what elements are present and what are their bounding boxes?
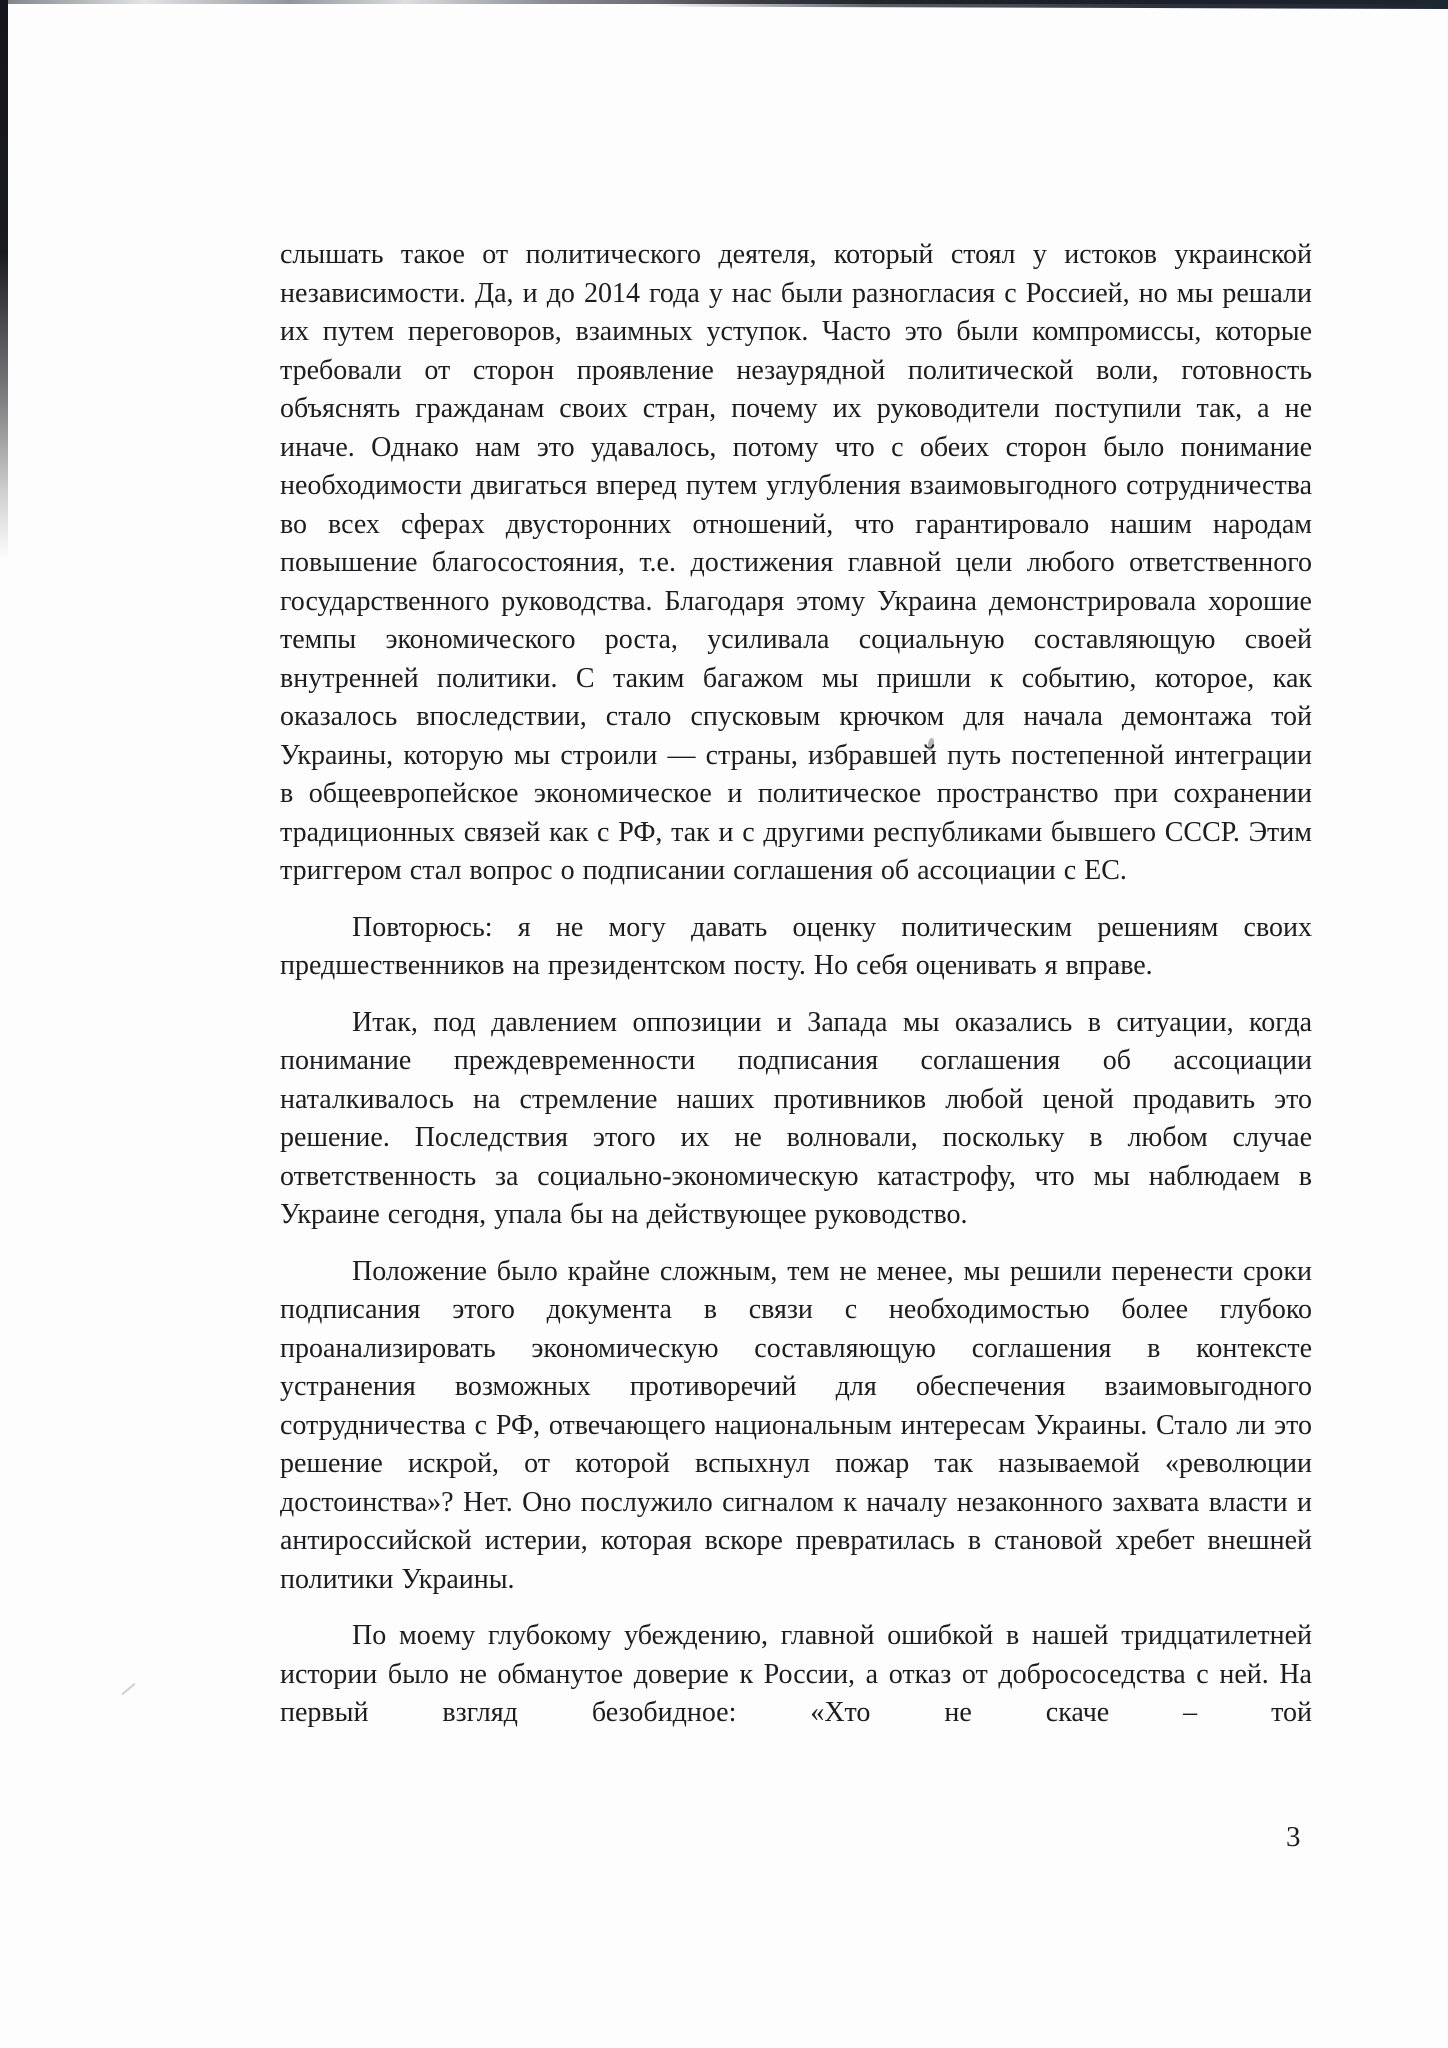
page-number: 3 [1286,1821,1301,1853]
scan-speck [121,1683,135,1695]
paragraph-5: По моему глубокому убеждению, главной ошибкой в нашей тридцатилетней истории было не обманутое доверие к России, а отказ от добрососедства с ней. На первый взгляд безобидное: «Хто не скаче – той [280,1620,1312,1728]
paragraph-1: слышать такое от политического деятеля, который стоял у истоков украинской независимости. Да, и до 2014 года у нас были разногласия с Россией, но мы решали их путем переговоров, взаимных уступок. Часто это были компромиссы, которые требовали от сторон проявление незаурядной политической воли, готовность объяснять гражданам своих стран, почему их руководители поступили так, а не иначе. Однако нам это удавалось, потому что с обеих сторон было понимание необходимости двигаться вперед путем углубления взаимовыгодного сотрудничества во всех сферах двусторонних отношений, что гарантировало нашим народам повышение благосостояния, т.е. достижения главной цели любого ответственного государственного руководства. Благодаря этому Украина демонстрировала хорошие темпы экономического роста, усиливала социальную составляющую своей внутренней политики. С таким багажом мы пришли к событию, которое, как оказалось впоследствии, стало спусковым крючком для начала демонтажа той Украины, которую мы строили — страны, избравшей путь постепенной интеграции в общеевропейское экономическое и политическое пространство при сохранении традиционных связей как с РФ, так и с другими республиками бывшего СССР. Этим триггером стал вопрос о подписании соглашения об ассоциации с ЕС. [280,239,1312,886]
scan-edge-top-right [652,0,1448,9]
document-text-block [280,236,1312,1733]
paragraph-3: Итак, под давлением оппозиции и Запада мы оказались в ситуации, когда понимание преждевременности подписания соглашения об ассоциации наталкивалось на стремление наших противников любой ценой продавить это решение. Последствия этого их не волновали, поскольку в любом случае ответственность за социально-экономическую катастрофу, что мы наблюдаем в Украине сегодня, упала бы на действующее руководство. [280,1006,1312,1230]
paragraph-2: Повторюсь: я не могу давать оценку политическим решениям своих предшественников на президентском посту. Но себя оценивать я вправе. [280,911,1312,981]
paragraph-4: Положение было крайне сложным, тем не менее, мы решили перенести сроки подписания этого документа в связи с необходимостью более глубоко проанализировать экономическую составляющую соглашения в контексте устранения возможных противоречий для обеспечения взаимовыгодного сотрудничества с РФ, отвечающего национальным интересам Украины. Стало ли это решение искрой, от которой вспыхнул пожар так называемой «революции достоинства»? Нет. Оно послужило сигналом к началу незаконного захвата власти и антироссийской истерии, которая вскоре превратилась в становой хребет внешней политики Украины. [280,1255,1312,1595]
scan-edge-left [0,0,8,560]
